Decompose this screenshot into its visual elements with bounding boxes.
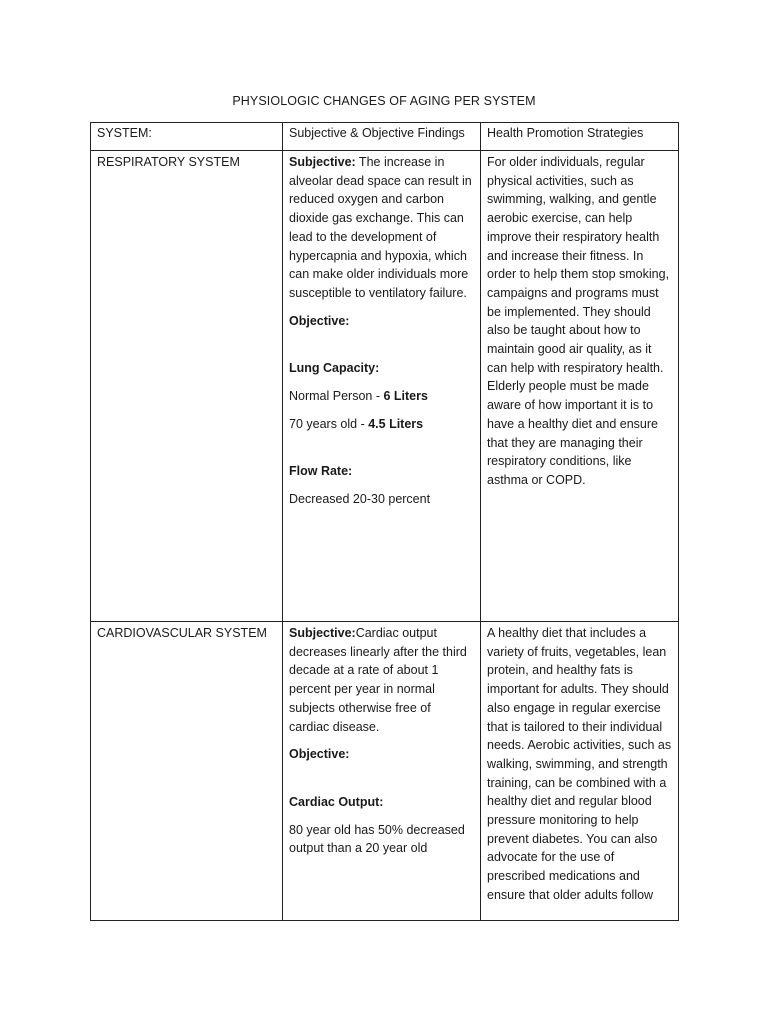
elderly-capacity-line	[289, 415, 474, 434]
subjective-text: The increase in alveolar dead space can result in reduced oxygen and carbon dioxide gas exchange. This can lead to the development of hypercapnia and hypoxia, which can make older individuals more susceptible to ventilatory failure.	[289, 155, 472, 300]
cardiac-output-label: Cardiac Output:	[289, 794, 384, 809]
subjective-paragraph	[289, 153, 474, 303]
objective-label: Objective:	[289, 313, 350, 328]
lung-capacity-label: Lung Capacity:	[289, 361, 380, 376]
normal-capacity-line	[289, 387, 474, 406]
table-row-respiratory	[91, 151, 679, 622]
subjective-paragraph	[289, 624, 474, 736]
aging-changes-table	[90, 122, 679, 921]
system-cell: RESPIRATORY SYSTEM	[91, 151, 283, 622]
table-row-cardiovascular	[91, 622, 679, 921]
elderly-capacity-text: 70 years old -	[289, 416, 369, 431]
subjective-label: Subjective:	[289, 155, 356, 169]
strategies-cell: For older individuals, regular physical activities, such as swimming, walking, and gentle aerobic exercise, can help improve their respiratory health and increase their fitness. In order to help them stop smoking, campaigns and programs must be implemented. They should also be taught about how to maintain good air quality, as it can help with respiratory health. Elderly people must be made aware of how important it is to have a healthy diet and ensure that they are managing their respiratory conditions, like asthma or COPD.	[481, 151, 679, 622]
objective-label: Objective:	[289, 747, 350, 762]
spacer	[289, 339, 474, 359]
elderly-capacity-value: 4.5 Liters	[368, 416, 424, 431]
normal-capacity-text: Normal Person -	[289, 389, 384, 404]
subjective-text: Cardiac output decreases linearly after the third decade at a rate of about 1 percent per year in normal subjects otherwise free of cardiac disease.	[289, 626, 467, 734]
flow-rate-text: Decreased 20-30 percent	[289, 492, 431, 507]
header-strategies: Health Promotion Strategies	[481, 123, 679, 151]
system-cell: CARDIOVASCULAR SYSTEM	[91, 622, 283, 921]
findings-cell	[283, 622, 481, 921]
strategies-cell: A healthy diet that includes a variety of fruits, vegetables, lean protein, and healthy fats is important for adults. They should also engage in regular exercise that is tailored to their individual needs. Aerobic activities, such as walking, swimming, and strength training, can be combined with a healthy diet and regular blood pressure monitoring to help prevent diabetes. You can also advocate for the use of prescribed medications and ensure that older adults follow	[481, 622, 679, 921]
spacer	[289, 442, 474, 462]
cardiac-output-text: 80 year old has 50% decreased output than a 20 year old	[289, 822, 465, 856]
page-title: PHYSIOLOGIC CHANGES OF AGING PER SYSTEM	[232, 94, 536, 108]
spacer	[289, 773, 474, 793]
normal-capacity-value: 6 Liters	[383, 389, 428, 404]
table-header-row	[91, 123, 679, 151]
flow-rate-label: Flow Rate:	[289, 464, 353, 479]
findings-cell	[283, 151, 481, 622]
header-system: SYSTEM:	[91, 123, 283, 151]
subjective-label: Subjective:	[289, 626, 356, 640]
header-findings: Subjective & Objective Findings	[283, 123, 481, 151]
